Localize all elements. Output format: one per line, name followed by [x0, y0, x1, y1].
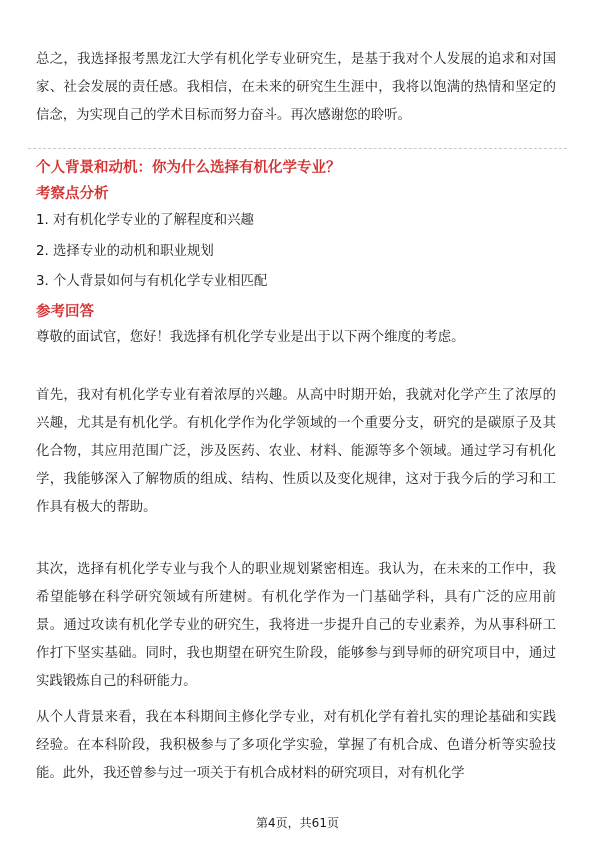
section-divider: [28, 148, 567, 149]
question-title: 个人背景和动机：你为什么选择有机化学专业？: [36, 160, 341, 176]
answer-paragraph: 从个人背景来看，我在本科期间主修化学专业，对有机化学有着扎实的理论基础和实践经验。在本科阶段，我积极参与了多项化学实验，掌握了有机合成、色谱分析等实验技能。此外，我还曾参与过一项关于有机合成材料的研究项目，对有机化学: [36, 710, 556, 781]
page-number: 第4页，共61页: [256, 816, 339, 830]
analysis-point: 1. 对有机化学专业的了解程度和兴趣: [36, 213, 254, 228]
answer-paragraph: 其次，选择有机化学专业与我个人的职业规划紧密相连。我认为，在未来的工作中，我希望能够在科学研究领域有所建树。有机化学作为一门基础学科，具有广泛的应用前景。通过攻读有机化学专业的研究生，我将进一步提升自己的专业素养，为从事科研工作打下坚实基础。同时，我也期望在研究生阶段，能够参与到导师的研究项目中，通过实践锻炼自己的科研能力。: [36, 562, 556, 689]
answer-paragraph: 首先，我对有机化学专业有着浓厚的兴趣。从高中时期开始，我就对化学产生了浓厚的兴趣，尤其是有机化学。有机化学作为化学领域的一个重要分支，研究的是碳原子及其化合物，其应用范围广泛，涉及医药、农业、材料、能源等多个领域。通过学习有机化学，我能够深入了解物质的组成、结构、性质以及变化规律，这对于我今后的学习和工作具有极大的帮助。: [36, 388, 556, 515]
analysis-point: 2. 选择专业的动机和职业规划: [36, 244, 214, 259]
answer-heading: 参考回答: [36, 304, 94, 320]
analysis-heading: 考察点分析: [36, 186, 109, 202]
analysis-point: 3. 个人背景如何与有机化学专业相匹配: [36, 274, 268, 289]
intro-paragraph: 总之，我选择报考黑龙江大学有机化学专业研究生，是基于我对个人发展的追求和对国家、社会发展的责任感。我相信，在未来的研究生生涯中，我将以饱满的热情和坚定的信念，为实现自己的学术目标而努力奋斗。再次感谢您的聆听。: [36, 52, 556, 123]
answer-paragraph: 尊敬的面试官，您好！我选择有机化学专业是出于以下两个维度的考虑。: [36, 330, 465, 345]
